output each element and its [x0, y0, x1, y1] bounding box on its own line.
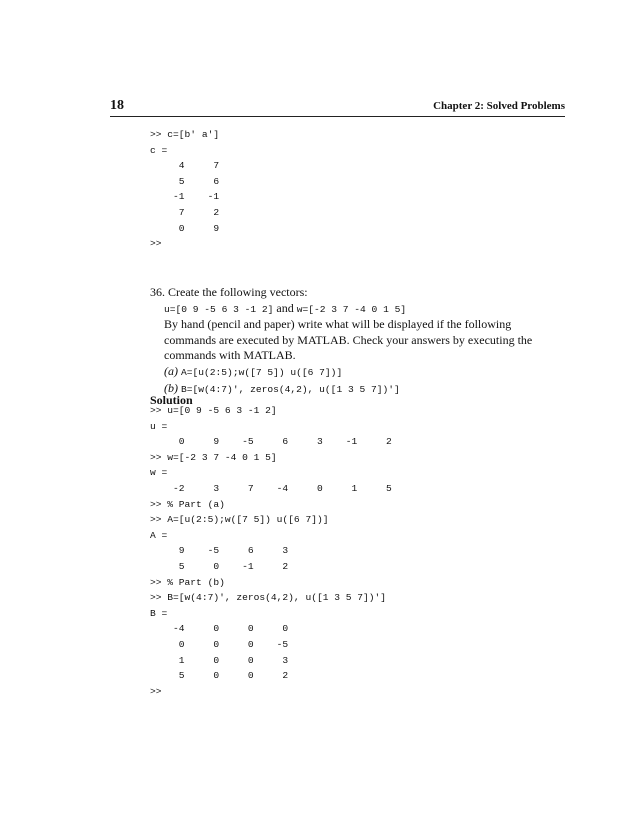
problem-body-line-3: commands with MATLAB.: [164, 348, 296, 363]
solution-heading: Solution: [150, 393, 193, 407]
problem-number: 36.: [150, 285, 165, 299]
code-block-c: >> c=[b' a'] c = 4 7 5 6 -1 -1 7 2 0 9 >>: [150, 129, 220, 250]
vector-definitions: [150, 301, 532, 318]
problem-intro: Create the following vectors:: [168, 285, 308, 299]
part-a: [150, 364, 532, 381]
and-word: and: [276, 300, 294, 315]
u-definition: u=[0 9 -5 6 3 -1 2]: [164, 303, 274, 315]
problem-body-line-1: By hand (pencil and paper) write what will be displayed if the following: [164, 317, 512, 332]
problem-intro-line: [150, 285, 532, 301]
problem-body-line-2: commands are executed by MATLAB. Check your answers by executing the: [164, 332, 533, 347]
part-a-label: (a): [164, 363, 178, 378]
part-b-command: B=[w(4:7)', zeros(4,2), u([1 3 5 7])']: [181, 383, 400, 395]
problem-36: [150, 285, 532, 397]
code-block-solution: >> u=[0 9 -5 6 3 -1 2] u = 0 9 -5 6 3 -1 2 >> w=[-2 3 7 -4 0 1 5] w = -2 3 7 -4 0 1 5 >> % Part (a) >> A=[u(2:5);w([7 5]) u([6 7])] A = 9 -5 6 3 5 0 -1 2 >> % Part (b) >> B=[w(4:7)', zeros(4,2), u([1 3 5 7])'] B = -4 0 0 0 0 0 0 -5 1 0 0 3 5 0 0 2 >>: [150, 405, 392, 697]
part-b: [150, 381, 532, 398]
w-definition: w=[-2 3 7 -4 0 1 5]: [296, 303, 407, 315]
part-a-command: A=[u(2:5);w([7 5]) u([6 7])]: [181, 366, 343, 378]
part-b-label: (b): [164, 380, 178, 395]
page-header: [110, 98, 565, 117]
page-number: 18: [110, 98, 124, 113]
chapter-title: Chapter 2: Solved Problems: [433, 100, 565, 112]
